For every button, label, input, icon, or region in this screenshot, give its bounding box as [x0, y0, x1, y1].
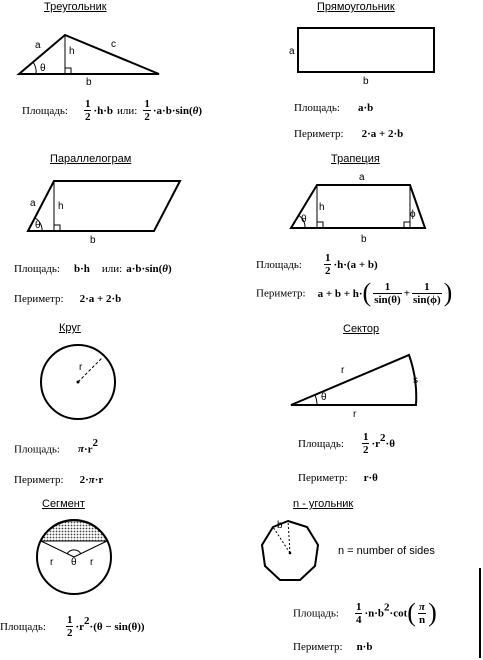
ngon-perimeter: Периметр: n·b	[293, 641, 373, 653]
rectangle-b: b	[363, 76, 369, 84]
parallelogram-figure	[22, 176, 187, 246]
trapezoid-theta: θ	[301, 214, 307, 225]
sector-perimeter: Периметр: r·θ	[298, 472, 378, 484]
trapezoid-a: a	[359, 172, 365, 183]
rectangle-area: Площадь: a·b	[294, 102, 374, 114]
parallelogram-area: Площадь: b·h или: a·b·sin(θ)	[14, 263, 172, 275]
segment-area: Площадь: $\frac{1}{2}$ $\cdot r^2\cdot(\theta - \sin(\theta))$	[0, 614, 145, 639]
trapezoid-phi: ϕ	[410, 209, 416, 220]
sector-area: Площадь: $\frac{1}{2}$ $\cdot r^2\cdot\theta$	[298, 431, 395, 456]
ngon-figure	[255, 515, 330, 595]
sector-r-bottom: r	[353, 409, 357, 420]
sector-figure	[285, 345, 425, 420]
triangle-theta: θ	[40, 63, 46, 74]
triangle-b: b	[86, 77, 92, 85]
triangle-title: Треугольник	[44, 1, 107, 13]
parallelogram-h: h	[58, 201, 64, 212]
sector-title: Сектор	[343, 323, 380, 335]
rectangle-a: a	[289, 46, 295, 57]
ngon-note: n = number of sides	[338, 545, 435, 557]
triangle-a: a	[35, 40, 41, 51]
rectangle-title: Прямоугольник	[317, 1, 395, 13]
sector-s: s	[413, 375, 418, 386]
parallelogram-b: b	[90, 235, 96, 246]
triangle-area-label: Площадь:	[22, 105, 68, 118]
ngon-title: n - угольник	[293, 498, 354, 510]
segment-figure	[34, 515, 114, 595]
sector-r-top: r	[341, 365, 345, 376]
circle-r: r	[79, 362, 83, 373]
parallelogram-theta: θ	[35, 220, 41, 231]
triangle-h: h	[69, 46, 75, 57]
triangle-c: c	[111, 39, 116, 50]
ngon-b: b	[277, 520, 283, 531]
circle-perimeter: Периметр: 2·π·r	[14, 474, 104, 486]
trapezoid-b: b	[361, 234, 367, 245]
triangle-figure	[15, 30, 170, 85]
trapezoid-area: Площадь: $\frac{1}{2}$ ·h·(a + b)	[256, 252, 378, 277]
ngon-area: Площадь: $\frac{1}{4}$ $\cdot n\cdot b^2\cdot\cot$( $\frac{\pi}{n}$ )	[293, 598, 437, 627]
sector-theta: θ	[321, 392, 327, 403]
rectangle-figure	[285, 24, 445, 84]
segment-title: Сегмент	[42, 498, 85, 510]
circle-figure	[36, 340, 122, 426]
circle-area: Площадь: $\pi\cdot r^2$	[14, 437, 99, 456]
segment-r-right: r	[90, 557, 94, 568]
parallelogram-title: Параллелограм	[50, 153, 132, 165]
trapezoid-figure	[285, 168, 435, 246]
segment-r-left: r	[50, 557, 54, 568]
trapezoid-h: h	[319, 202, 325, 213]
trapezoid-perimeter: Периметр: a + b + h·( $\frac{1}{\sin(\theta)}$ + $\frac{1}{\sin(\phi)}$ )	[256, 278, 453, 307]
circle-title: Круг	[59, 322, 81, 334]
segment-theta: θ	[71, 557, 77, 568]
rectangle-perimeter: Периметр: 2·a + 2·b	[294, 128, 404, 140]
triangle-area: Площадь: $\frac{1}{2}$ ·h·b или: $\frac{1}{2}$ ·a·b·sin(θ)	[22, 98, 203, 123]
parallelogram-a: a	[30, 198, 36, 209]
parallelogram-perimeter: Периметр: 2·a + 2·b	[14, 293, 122, 305]
trapezoid-title: Трапеция	[331, 153, 380, 165]
edge-divider	[479, 568, 481, 658]
